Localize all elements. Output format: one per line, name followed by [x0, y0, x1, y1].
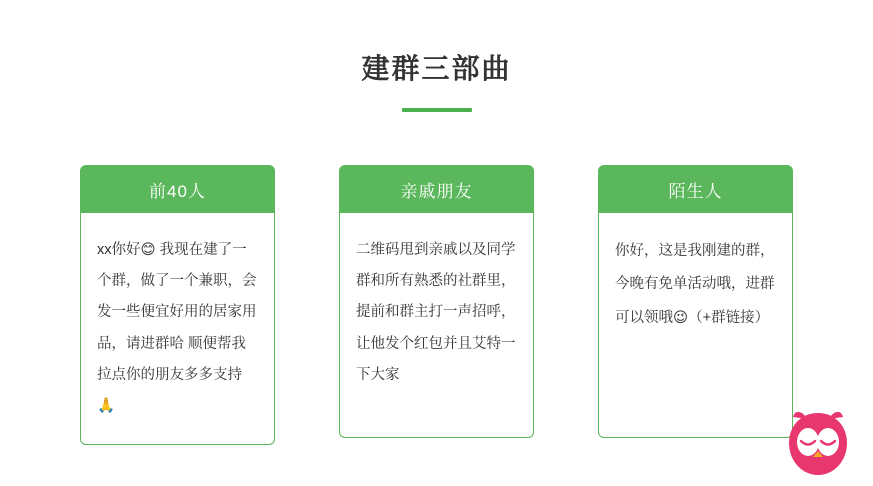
card-header-3: 陌生人: [598, 165, 793, 213]
card-step-3: [598, 165, 793, 445]
card-body-2: [339, 213, 534, 438]
card-text-1: xx你好😊 我现在建了一个群，做了一个兼职，会发一些便宜好用的居家用品，请进群哈 顺便帮我拉点你的朋友多多支持🙏: [97, 242, 257, 414]
card-step-2: [339, 165, 534, 445]
card-text-2: 二维码甩到亲戚以及同学群和所有熟悉的社群里，提前和群主打一声招呼，让他发个红包并且艾特一下大家: [356, 242, 516, 383]
card-body-3: [598, 213, 793, 438]
owl-logo-icon: [781, 407, 855, 481]
card-header-1: 前40人: [80, 165, 275, 213]
cards-container: [0, 165, 873, 445]
page-title: 建群三部曲: [361, 53, 512, 84]
title-block: [0, 0, 873, 112]
card-step-1: [80, 165, 275, 445]
card-text-3: 你好，这是我刚建的群，今晚有免单活动哦，进群可以领哦😉（+群链接）: [615, 243, 775, 326]
card-header-2: 亲戚朋友: [339, 165, 534, 213]
card-body-1: [80, 213, 275, 445]
title-underline: [402, 108, 472, 112]
